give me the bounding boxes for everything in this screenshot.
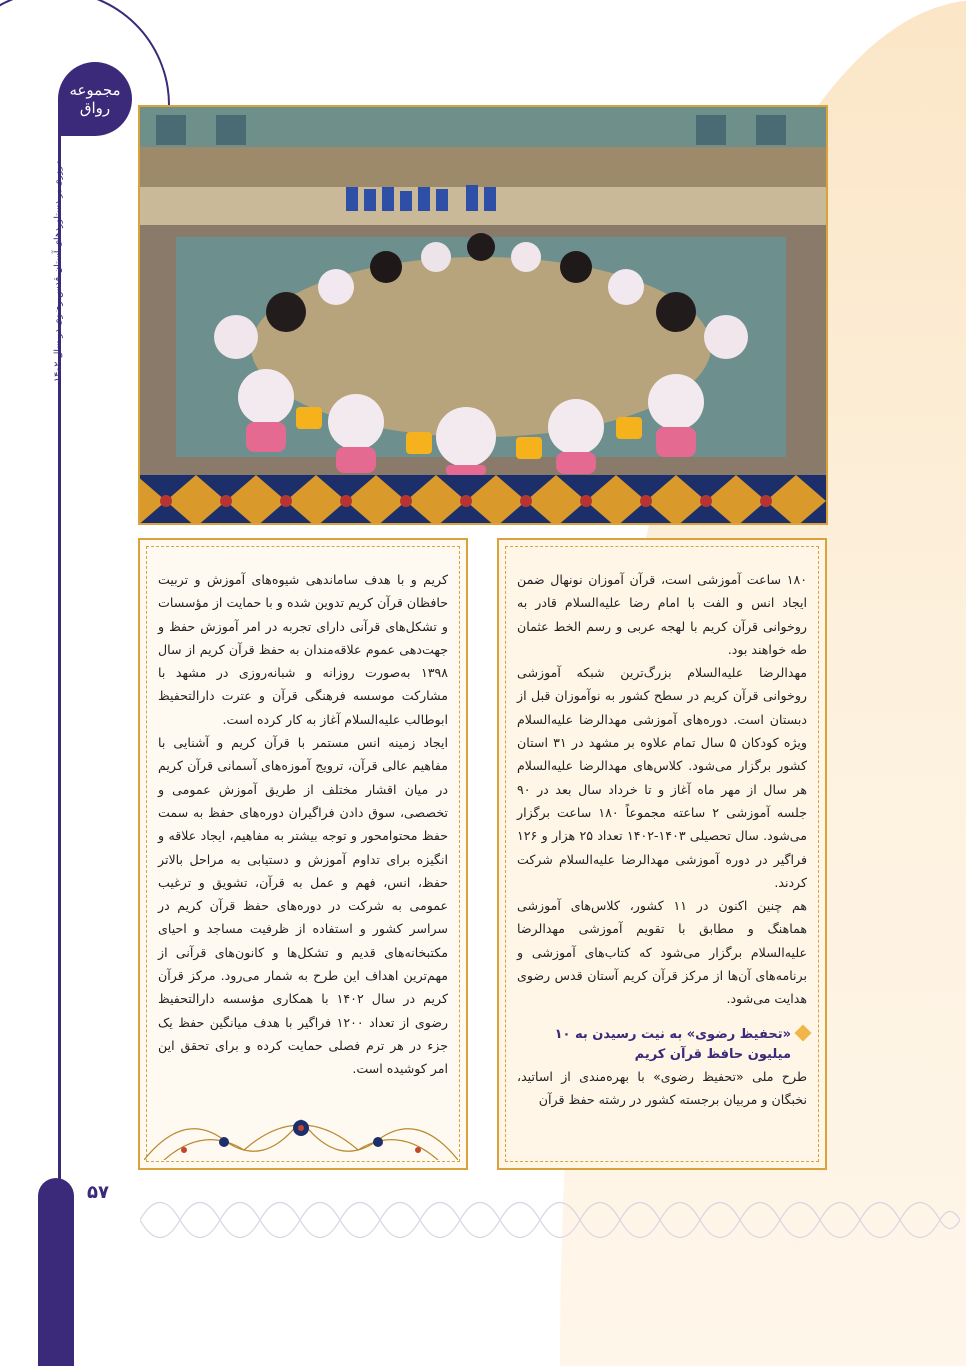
- classroom-photo: [138, 105, 828, 525]
- floral-ornament: [144, 1100, 458, 1160]
- left-paragraph-1: کریم و با هدف ساماندهی شیوه‌های آموزش و تربیت حافظان قرآن کریم تدوین شده و با حمایت از مؤسسات و تشکل‌های قرآنی دارای تجربه در امر آموزش حفظ و جهت‌دهی عموم علاقه‌مندان به حفظ قرآن کریم از سال ۱۳۹۸ به‌صورت روزانه و شبانه‌روزی در مشهد با مشارکت موسسه فرهنگی قرآن و عترت دارالتحفیظ ابوطالب علیه‌السلام آغاز به کار کرده است.: [158, 572, 448, 727]
- section-heading: [517, 1025, 807, 1065]
- logo-text: مجموعه رواق: [69, 81, 121, 117]
- right-text-column: [497, 538, 827, 1170]
- lattice-pattern: [140, 1185, 960, 1255]
- left-paragraph-2: ایجاد زمینه انس مستمر با قرآن کریم و آشنایی با مفاهیم عالی قرآن، ترویج آموزه‌های آسمانی قرآن کریم در میان اقشار مختلف از طریق آموزش عمومی و تخصصی، سوق دادن فراگیران دوره‌های حفظ به سمت حفظ محتوامحور و توجه بیشتر به مفاهیم، ایجاد علاقه و انگیزه برای تداوم آموزش و دستیابی به مراحل بالاتر حفظ، انس، فهم و عمل به قرآن، تشویق و ترغیب عمومی به شرکت در دوره‌های حفظ قرآن کریم در سراسر کشور و استفاده از ظرفیت مساجد و احیای مکتبخانه‌های قدیم و تشکل‌ها و کانون‌های قرآنی از مهم‌ترین اهداف این طرح به شمار می‌رود. مرکز قرآن کریم در سال ۱۴۰۲ با همکاری مؤسسه دارالتحفیظ رضوی از تعداد ۱۲۰۰ فراگیر با هدف میانگین حفظ یک جزء در هر ترم فصلی حمایت کرده و برای تحقق این امر کوشیده است.: [158, 735, 449, 1077]
- magazine-logo: [58, 62, 132, 136]
- section-heading-text: «تحفیظ رضوی» به نیت رسیدن به ۱۰ میلیون حافظ قرآن کریم: [554, 1026, 791, 1062]
- diamond-bullet-icon: [795, 1024, 812, 1041]
- page-number-bar: [38, 1178, 74, 1366]
- right-paragraph-4: طرح ملی «تحفیظ رضوی» با بهره‌مندی از اساتید، نخبگان و مربیان برجسته کشور در رشته حفظ قرآن: [517, 1068, 807, 1107]
- side-caption: [44, 160, 72, 383]
- photo-illustration: [138, 107, 826, 525]
- right-paragraph-3: هم چنین اکنون در ۱۱ کشور، کلاس‌های آموزشی هماهنگ و مطابق با تقویم آموزشی مهدالرضا علیه‌السلام برگزار می‌شود که کتاب‌های آموزشی و برنامه‌های آن‌ها از مرکز قرآن کریم آستان قدس رضوی هدایت می‌شود.: [517, 898, 807, 1007]
- right-paragraph-2: مهدالرضا علیه‌السلام بزرگ‌ترین شبکه آموزشی روخوانی قرآن کریم در سطح کشور به نوآموزان قبل از دبستان است. دوره‌های آموزشی مهدالرضا علیه‌السلام ویژه کودکان ۵ سال تمام علاوه بر مشهد در ۳۱ استان کشور برگزار می‌شود. کلاس‌های مهدالرضا علیه‌السلام هر سال از مهر ماه آغاز و تا خرداد سال بعد در ۹۰ جلسه آموزشی ۲ ساعته مجموعاً ۱۸۰ ساعت برگزار می‌شود. سال تحصیلی ۱۴۰۳-۱۴۰۲ تعداد ۲۵ هزار و ۱۲۶ فراگیر در دوره آموزشی مهدالرضا علیه‌السلام شرکت کردند.: [517, 665, 808, 890]
- left-text-column: [138, 538, 468, 1170]
- right-paragraph-1: ۱۸۰ ساعت آموزشی است، قرآن آموزان نونهال ضمن ایجاد انس و الفت با امام رضا علیه‌السلام قادر به روخوانی قرآن کریم با لهجه عربی و رسم الخط عثمان طه خواهند بود.: [517, 572, 807, 657]
- page-number: ۵۷: [87, 1182, 109, 1203]
- side-caption-text: مروری بر دستاوردهای آستان قدس رضوی در سال ۱۴۰۲: [52, 160, 64, 383]
